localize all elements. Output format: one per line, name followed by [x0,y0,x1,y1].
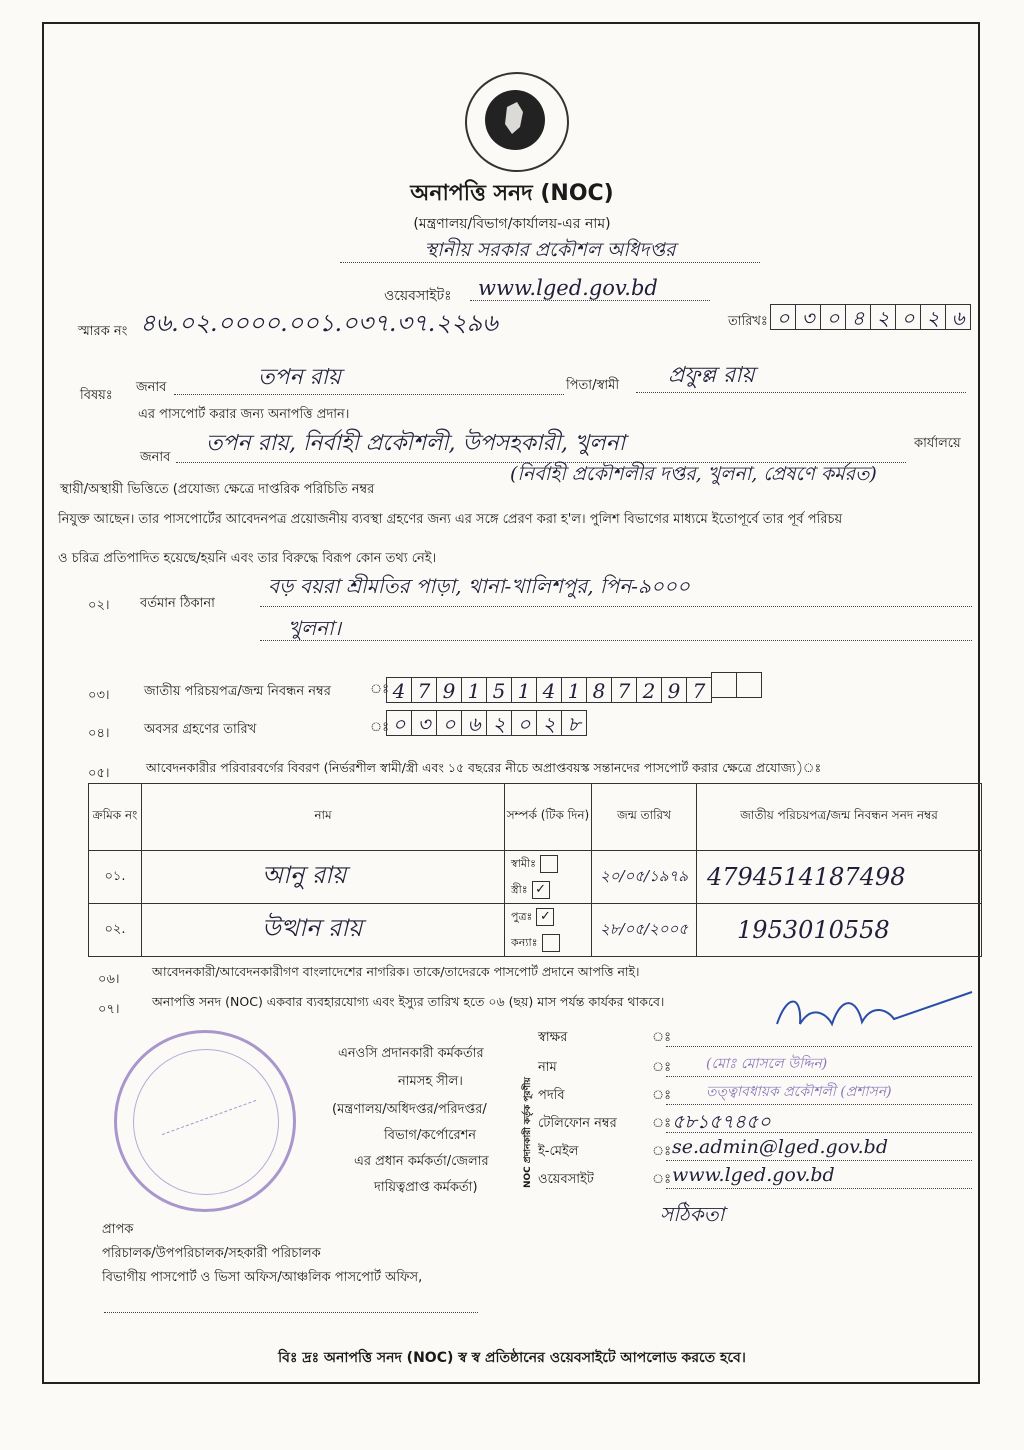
nid-digit-box: 4 [386,677,412,703]
nid-digit-box [711,672,737,698]
header-relation: সম্পর্ক (টিক দিন) [505,784,592,851]
row-nid: 4794514187498 [697,851,982,904]
date-digit-box: ০ [895,304,921,330]
retire-digit-box: ২ [536,710,562,736]
relation-b-label: স্ত্রীঃ [511,883,528,896]
recipient-label: প্রাপক [102,1222,134,1237]
retire-digit-box: ০ [436,710,462,736]
employee-text: তপন রায়, নির্বাহী প্রকৌশলী, উপসহকারী, খুলনা [206,431,626,456]
subject-name: তপন রায় [258,365,342,390]
signatory-line-4: বিভাগ/কর্পোরেশন [384,1128,477,1143]
date-digit-box: ০ [820,304,846,330]
nid-digit-box [736,672,762,698]
item-02-number: ০২। [88,598,110,613]
signatory-field-label: পদবি [538,1088,565,1103]
row-relation [505,904,592,957]
nid-label: জাতীয় পরিচয়পত্র/জন্ম নিবন্ধন নম্বর [144,684,331,699]
father-label: পিতা/স্বামী [566,378,620,393]
nid-digit-box: 5 [486,677,512,703]
date-digit-box: ০ [770,304,796,330]
office-suffix: কার্যালয়ে [914,436,961,451]
body-paragraph-1: নিযুক্ত আছেন। তার পাসপোর্টের আবেদনপত্র প্রয়োজনীয় ব্যবস্থা গ্রহণের জন্য এর সঙ্গে প্রেরণ করা হ'ল। পুলিশ বিভাগের মাধ্যমে ইতোপূর্বে তার পূর্ব পরিচয় [58,512,843,527]
nid-digit-box: 7 [611,677,637,703]
ministry-caption: (মন্ত্রণালয়/বিভাগ/কার্যালয়-এর নাম) [413,216,611,232]
header-nid: জাতীয় পরিচয়পত্র/জন্ম নিবন্ধন সনদ নম্বর [697,784,982,851]
retire-digit-box: ০ [386,710,412,736]
address-label: বর্তমান ঠিকানা [140,596,215,611]
family-table-header [89,784,982,851]
family-label: আবেদনকারীর পরিবারবর্গের বিবরণ (নির্ভরশীল স্বামী/স্ত্রী এবং ১৫ বছরের নীচে অপ্রাপ্তবয়স্ক সন্তানদের পাসপোর্ট করার ক্ষেত্রে প্রযোজ্য)ঃ [146,760,822,775]
subject-label: বিষয়ঃ [80,388,113,403]
website-value: www.lged.gov.bd [478,276,658,300]
signatory-field-label: টেলিফোন নম্বর [538,1116,617,1131]
row-dob: ২০/০৫/১৯৭৯ [592,851,697,904]
date-digit-box: ২ [870,304,896,330]
subject-purpose: এর পাসপোর্ট করার জন্য অনাপত্তি প্রদান। [138,407,350,422]
row-name: আনু রায় [142,851,505,904]
relation-a-checkbox[interactable] [540,855,558,873]
citizen-statement: আবেদনকারী/আবেদনকারীগণ বাংলাদেশের নাগরিক। তাকে/তাদেরকে পাসপোর্ট প্রদানে আপত্তি নাই। [152,964,640,979]
footer-note: বিঃ দ্রঃ অনাপত্তি সনদ (NOC) স্ব স্ব প্রতিষ্ঠানের ওয়েবসাইটে আপলোড করতে হবে। [278,1350,746,1366]
address-line-2: খুলনা। [288,616,341,640]
family-table [88,783,982,957]
body-paragraph-2: ও চরিত্র প্রতিপাদিত হয়েছে/হয়নি এবং তার বিরুদ্ধে বিরূপ কোন তথ্য নেই। [58,551,437,566]
signatory-field-value: se.admin@lged.gov.bd [672,1136,888,1158]
signatory-line-5: এর প্রধান কর্মকর্তা/জেলার [354,1154,489,1169]
signatory-field-label: ই-মেইল [538,1144,579,1159]
nid-digit-box: 9 [661,677,687,703]
header-dob: জন্ম তারিখ [592,784,697,851]
initial-mark: সঠিকতা [660,1202,725,1226]
address-line-1: বড় বয়রা শ্রীমতির পাড়া, থানা-খালিশপুর, পিন-৯০০০ [268,574,690,598]
id-value: (নির্বাহী প্রকৌশলীর দপ্তর, খুলনা, প্রেষণে কর্মরত) [510,463,877,485]
item-04-number: ০৪। [88,726,110,741]
nid-digit-box: 4 [536,677,562,703]
signatory-line-6: দায়িত্বপ্রাপ্ত কর্মকর্তা) [374,1180,478,1195]
nid-digit-box: 7 [411,677,437,703]
date-boxes [770,304,970,330]
subject-mr-label: জনাব [136,380,167,395]
nid-digit-box: 1 [461,677,487,703]
signatory-vertical-label: NOC প্রদানকারী কর্তৃক পূরণীয় [523,1077,533,1188]
signatory-field-value: (মোঃ মোসলে উদ্দিন) [706,1056,828,1072]
signatory-line-1: এনওসি প্রদানকারী কর্মকর্তার [338,1046,484,1061]
nid-boxes [386,672,761,703]
item-06-number: ০৬। [98,972,120,987]
relation-b-checkbox[interactable] [542,934,560,952]
relation-a-checkbox[interactable]: ✓ [536,908,554,926]
date-digit-box: ৪ [845,304,871,330]
retire-boxes [386,710,586,736]
recipient-line-2: বিভাগীয় পাসপোর্ট ও ভিসা অফিস/আঞ্চলিক পাসপোর্ট অফিস, [102,1270,423,1285]
ministry-name: স্থানীয় সরকার প্রকৌশল অধিদপ্তর [424,239,676,261]
website-label: ওয়েবসাইটঃ [384,288,452,304]
memo-value: ৪৬.০২.০০০০.০০১.০৩৭.৩৭.২২৯৬ [140,309,498,337]
document-title: অনাপত্তি সনদ (NOC) [410,181,614,206]
signatory-line-3: (মন্ত্রণালয়/অধিদপ্তর/পরিদপ্তর/ [332,1102,487,1117]
retire-digit-box: ২ [486,710,512,736]
table-row [89,851,982,904]
row-relation [505,851,592,904]
date-label: তারিখঃ [728,314,768,329]
nid-digit-box: 1 [561,677,587,703]
retire-label: অবসর গ্রহণের তারিখ [144,722,257,737]
row-serial: ০২. [89,904,142,957]
relation-a-label: স্বামীঃ [511,857,537,870]
retire-digit-box: ৩ [411,710,437,736]
recipient-line-1: পরিচালক/উপপরিচালক/সহকারী পরিচালক [102,1246,321,1261]
signatory-field-value: তত্ত্বাবধায়ক প্রকৌশলী (প্রশাসন) [706,1084,892,1100]
retire-digit-box: ৮ [561,710,587,736]
id-line-label: স্থায়ী/অস্থায়ী ভিত্তিতে (প্রযোজ্য ক্ষেত্রে দাপ্তরিক পরিচিতি নম্বর [60,482,375,497]
signatory-field-value: www.lged.gov.bd [672,1164,835,1186]
date-digit-box: ৩ [795,304,821,330]
row-dob: ২৮/০৫/২০০৫ [592,904,697,957]
header-name: নাম [142,784,505,851]
nid-digit-box: 2 [636,677,662,703]
signatory-field-value: ৫৮১৫৭৪৫০ [672,1111,771,1133]
date-digit-box: ২ [920,304,946,330]
row-nid: 1953010558 [697,904,982,957]
date-digit-box: ৬ [945,304,971,330]
signature [772,984,992,1044]
item-07-number: ০৭। [98,1002,120,1017]
nid-digit-box: 1 [511,677,537,703]
row-serial: ০১. [89,851,142,904]
header-serial: ক্রমিক নং [89,784,142,851]
body-mr-label: জনাব [140,450,171,465]
office-stamp [114,1030,296,1212]
table-row [89,904,982,957]
signatory-field-label: ওয়েবসাইট [538,1172,594,1187]
father-name: প্রফুল্ল রায় [668,363,755,388]
retire-digit-box: ০ [511,710,537,736]
memo-label: স্মারক নং [78,324,128,339]
item-03-number: ০৩। [88,688,110,703]
validity-statement: অনাপত্তি সনদ (NOC) একবার ব্যবহারযোগ্য এবং ইস্যুর তারিখ হতে ০৬ (ছয়) মাস পর্যন্ত কার্যকর থাকবে। [152,994,665,1009]
nid-digit-box: 7 [686,677,712,703]
relation-a-label: পুত্রঃ [511,910,533,923]
item-05-number: ০৫। [88,766,110,781]
relation-b-label: কন্যাঃ [511,936,538,949]
government-seal [465,72,569,172]
signatory-field-label: নাম [538,1060,557,1075]
signatory-field-label: স্বাক্ষর [538,1030,568,1045]
row-name: উত্থান রায় [142,904,505,957]
relation-b-checkbox[interactable]: ✓ [532,881,550,899]
signatory-line-2: নামসহ সীল। [398,1074,463,1089]
retire-digit-box: ৬ [461,710,487,736]
nid-digit-box: 9 [436,677,462,703]
nid-digit-box: 8 [586,677,612,703]
